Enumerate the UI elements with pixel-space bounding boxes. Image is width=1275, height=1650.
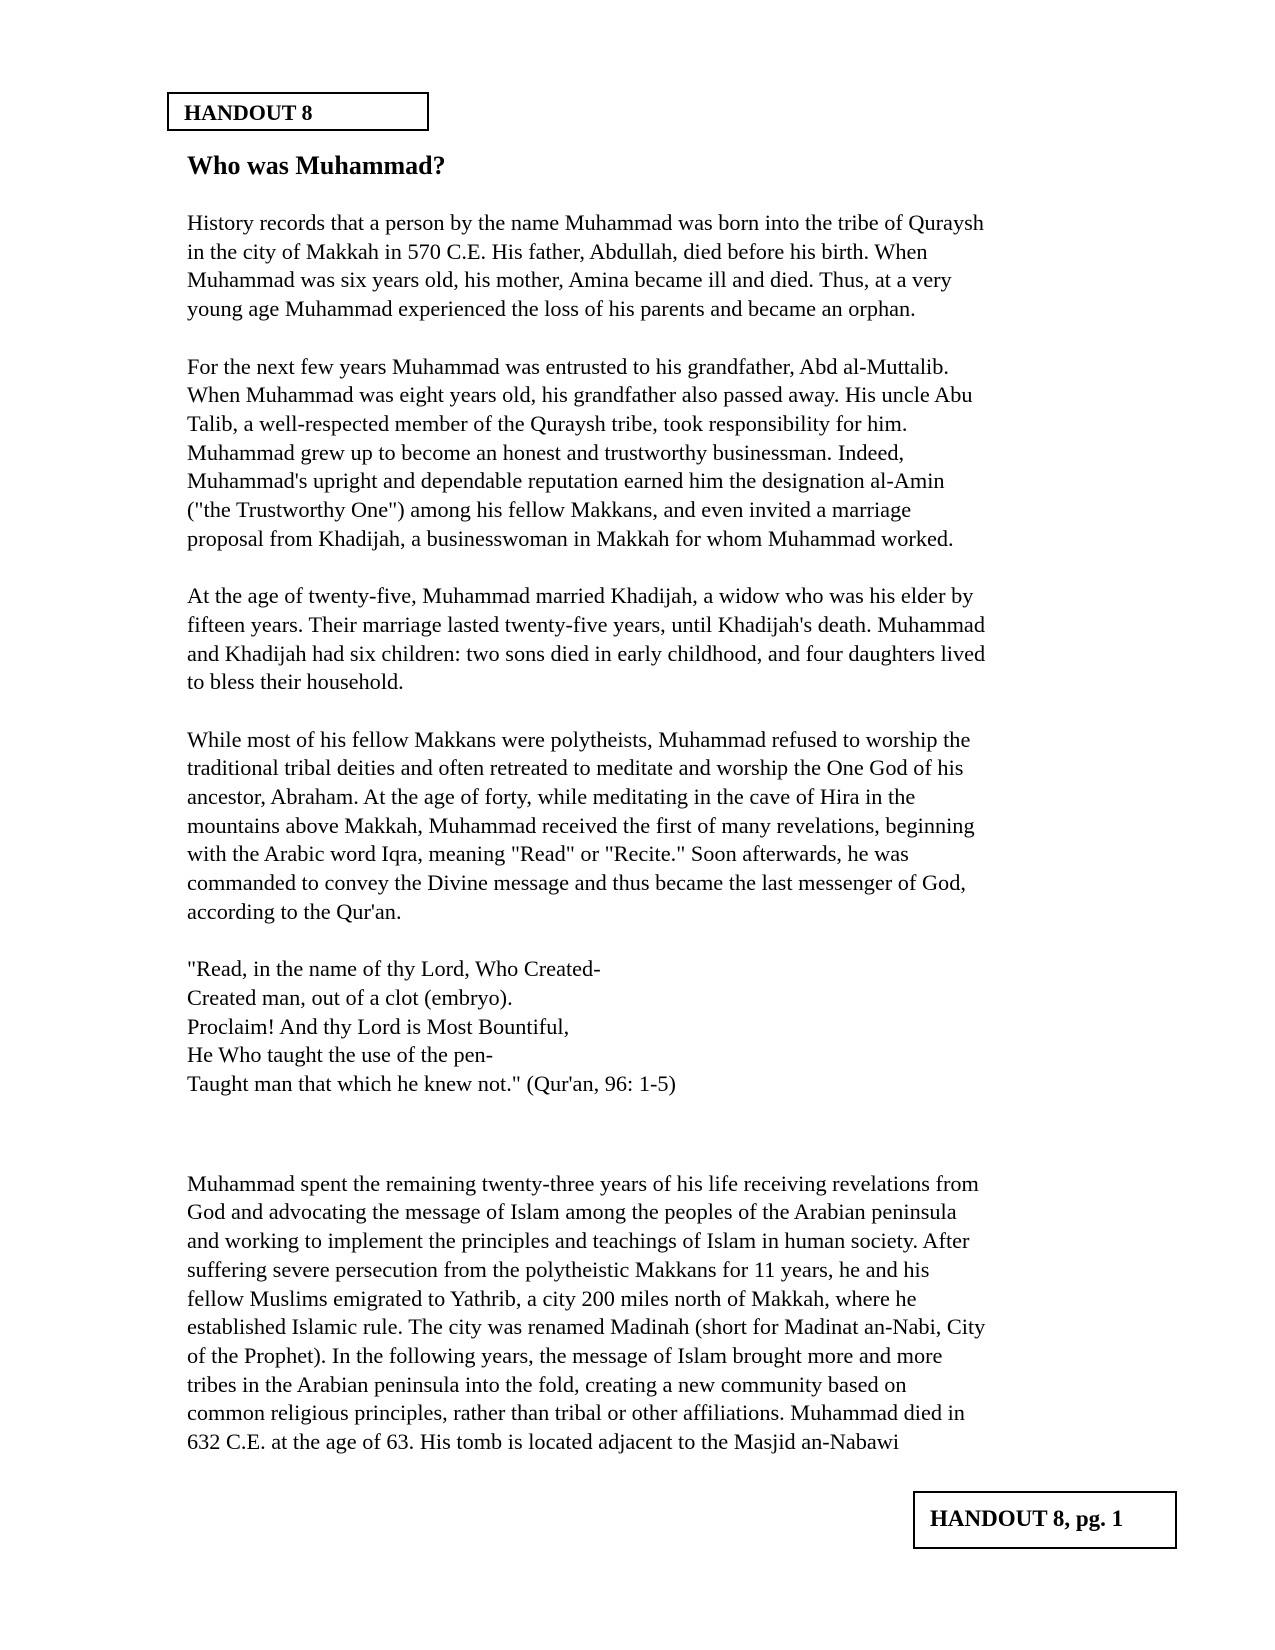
text-line: according to the Qur'an. <box>187 898 402 924</box>
paragraph-youth <box>187 353 1087 554</box>
quote-line: Proclaim! And thy Lord is Most Bountiful, <box>187 1013 570 1039</box>
text-line: Talib, a well-respected member of the Quraysh tribe, took responsibility for him. <box>187 410 908 436</box>
text-line: God and advocating the message of Islam among the peoples of the Arabian peninsula <box>187 1199 957 1225</box>
text-line: fellow Muslims emigrated to Yathrib, a city 200 miles north of Makkah, where he <box>187 1285 917 1311</box>
text-line: Muhammad's upright and dependable reputation earned him the designation al-Amin <box>187 468 945 494</box>
page-footer-label: HANDOUT 8, pg. 1 <box>930 1506 1124 1531</box>
text-line: in the city of Makkah in 570 C.E. His father, Abdullah, died before his birth. When <box>187 238 928 264</box>
paragraph-later-life <box>187 1170 1087 1457</box>
quote-line: He Who taught the use of the pen- <box>187 1042 494 1068</box>
document-body <box>187 209 1087 1457</box>
paragraph-marriage <box>187 582 1087 697</box>
text-line: to bless their household. <box>187 669 404 695</box>
paragraph-revelation <box>187 726 1087 927</box>
text-line: young age Muhammad experienced the loss of his parents and became an orphan. <box>187 296 916 322</box>
text-line: proposal from Khadijah, a businesswoman in Makkah for whom Muhammad worked. <box>187 525 954 551</box>
text-line: Muhammad grew up to become an honest and trustworthy businessman. Indeed, <box>187 439 905 465</box>
text-line: Muhammad was six years old, his mother, Amina became ill and died. Thus, at a very <box>187 267 952 293</box>
text-line: commanded to convey the Divine message and thus became the last messenger of God, <box>187 870 966 896</box>
text-line: and working to implement the principles and teachings of Islam in human society. After <box>187 1228 970 1254</box>
text-line: with the Arabic word Iqra, meaning "Read" or "Recite." Soon afterwards, he was <box>187 841 909 867</box>
quote-line: Created man, out of a clot (embryo). <box>187 984 513 1010</box>
text-line: traditional tribal deities and often retreated to meditate and worship the One God of his <box>187 755 964 781</box>
text-line: ancestor, Abraham. At the age of forty, while meditating in the cave of Hira in the <box>187 784 916 810</box>
quote-line: Taught man that which he knew not." (Qur'an, 96: 1-5) <box>187 1071 676 1097</box>
handout-label-box <box>167 92 429 131</box>
text-line: 632 C.E. at the age of 63. His tomb is located adjacent to the Masjid an-Nabawi <box>187 1429 900 1455</box>
text-line: History records that a person by the name Muhammad was born into the tribe of Quraysh <box>187 210 984 235</box>
quran-quote <box>187 955 1087 1099</box>
text-line: common religious principles, rather than tribal or other affiliations. Muhammad died in <box>187 1400 965 1426</box>
text-line: fifteen years. Their marriage lasted twenty-five years, until Khadijah's death. Muhammad <box>187 611 985 637</box>
text-line: tribes in the Arabian peninsula into the fold, creating a new community based on <box>187 1371 907 1397</box>
page-title: Who was Muhammad? <box>187 151 446 180</box>
text-line: Muhammad spent the remaining twenty-three years of his life receiving revelations from <box>187 1170 979 1196</box>
text-line: For the next few years Muhammad was entrusted to his grandfather, Abd al-Muttalib. <box>187 353 949 379</box>
handout-label: HANDOUT 8 <box>184 100 313 125</box>
quote-line: "Read, in the name of thy Lord, Who Created- <box>187 956 601 982</box>
text-line: When Muhammad was eight years old, his grandfather also passed away. His uncle Abu <box>187 382 973 408</box>
text-line: and Khadijah had six children: two sons died in early childhood, and four daughters lived <box>187 640 986 666</box>
text-line: While most of his fellow Makkans were polytheists, Muhammad refused to worship the <box>187 726 971 752</box>
text-line: At the age of twenty-five, Muhammad married Khadijah, a widow who was his elder by <box>187 583 974 609</box>
text-line: established Islamic rule. The city was renamed Madinah (short for Madinat an-Nabi, City <box>187 1314 986 1340</box>
text-line: mountains above Makkah, Muhammad received the first of many revelations, beginning <box>187 812 975 838</box>
text-line: of the Prophet). In the following years, the message of Islam brought more and more <box>187 1342 943 1368</box>
text-line: ("the Trustworthy One") among his fellow Makkans, and even invited a marriage <box>187 497 912 523</box>
paragraph-birth <box>187 209 1087 324</box>
text-line: suffering severe persecution from the polytheistic Makkans for 11 years, he and his <box>187 1256 930 1282</box>
page-footer-box <box>913 1491 1177 1549</box>
